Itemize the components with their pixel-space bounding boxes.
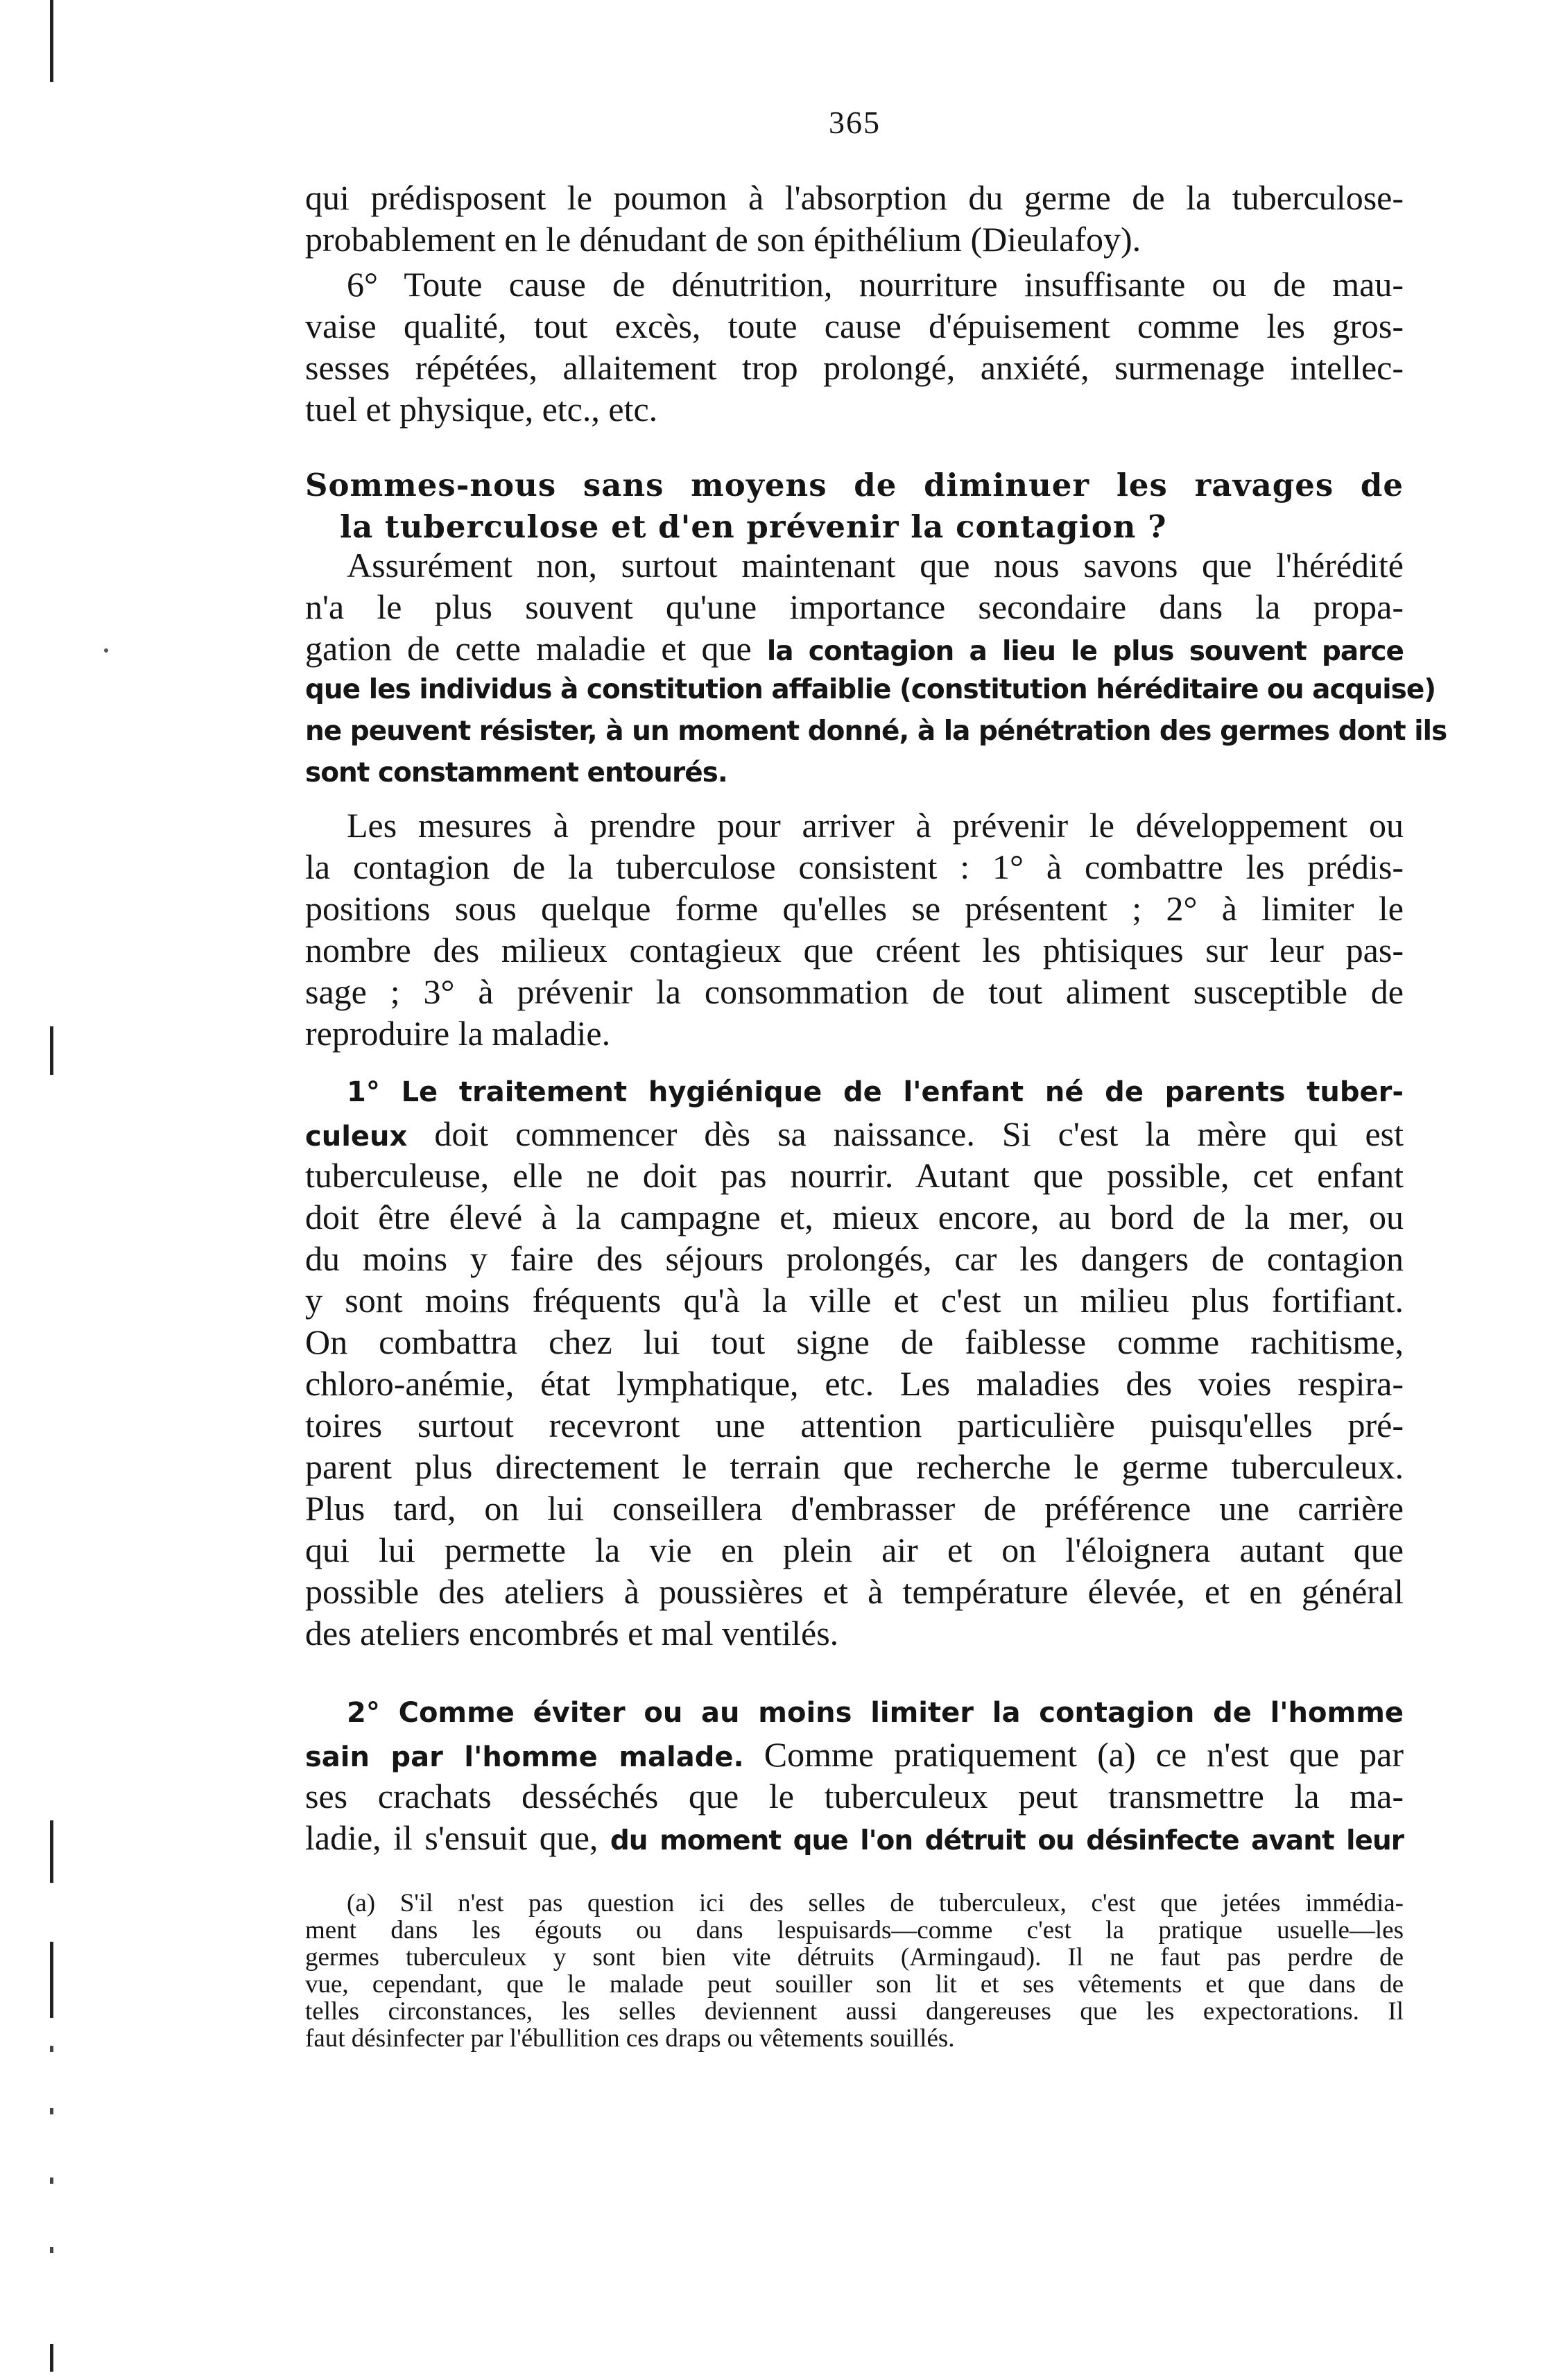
text-line: 6° Toute cause de dénutrition, nourriture insuffisante ou de mau- — [347, 265, 1404, 304]
section-2-paragraph — [305, 1692, 1404, 1859]
text-line: qui prédisposent le poumon à l'absorption du germe de la tuberculose- — [305, 178, 1404, 217]
cause-6-paragraph — [305, 264, 1404, 430]
footnote-line: vue, cependant, que le malade peut souiller son lit et ses vêtements et que dans de — [305, 1970, 1404, 1999]
text-line: Les mesures à prendre pour arriver à prévenir le développement ou — [347, 806, 1404, 845]
answer-paragraph — [305, 544, 1447, 794]
emphasis-run: du moment que l'on détruit ou désinfecte avant leur — [610, 1825, 1404, 1856]
emphasis-run: la contagion a lieu le plus souvent parce — [766, 636, 1404, 667]
heading-line: la tuberculose et d'en prévenir la contagion ? — [340, 508, 1167, 545]
footnote-line: telles circonstances, les selles deviennent aussi dangereuses que les expectorations. Il — [305, 1997, 1404, 2026]
text-line: tuberculeuse, elle ne doit pas nourrir. Autant que possible, cet enfant — [305, 1156, 1404, 1195]
footnote-line: germes tuberculeux y sont bien vite détruits (Armingaud). Il ne faut pas perdre de — [305, 1943, 1404, 1972]
measures-paragraph — [305, 804, 1404, 1054]
text-run: doit commencer dès sa naissance. Si c'est la mère qui est — [407, 1114, 1404, 1153]
text-line — [305, 1734, 1404, 1775]
binding-edge-mark — [50, 1942, 53, 2018]
text-line: Assurément non, surtout maintenant que nous savons que l'hérédité — [347, 546, 1404, 585]
text-line: sage ; 3° à prévenir la consommation de tout aliment susceptible de — [305, 972, 1404, 1011]
text-line: qui lui permette la vie en plein air et on l'éloignera autant que — [305, 1530, 1404, 1569]
scan-speck — [104, 648, 108, 653]
text-line — [305, 628, 1404, 669]
emphasis-line: que les individus à constitution affaiblie (constitution héréditaire ou acquise) — [305, 674, 1436, 705]
binding-edge-mark — [50, 1820, 53, 1883]
text-run: gation de cette maladie et que — [305, 629, 767, 668]
section-lead-run: sain par l'homme malade. — [305, 1741, 744, 1773]
text-line: sesses répétées, allaitement trop prolongé, anxiété, surmenage intellec- — [305, 348, 1404, 387]
text-line: Plus tard, on lui conseillera d'embrasser de préférence une carrière — [305, 1489, 1404, 1528]
binding-edge-mark — [50, 2108, 53, 2114]
binding-edge-mark — [50, 0, 53, 82]
text-line: probablement en le dénudant de son épithélium (Dieulafoy). — [305, 220, 1141, 259]
footnote — [305, 1890, 1404, 2052]
text-line: des ateliers encombrés et mal ventilés. — [305, 1614, 839, 1653]
binding-edge-mark — [50, 2247, 53, 2253]
footnote-line: faut désinfecter par l'ébullition ces draps ou vêtements souillés. — [305, 2024, 955, 2053]
section-lead: 2° Comme éviter ou au moins limiter la contagion de l'homme — [347, 1697, 1404, 1729]
section-lead-run: culeux — [305, 1121, 408, 1153]
text-line: positions sous quelque forme qu'elles se présentent ; 2° à limiter le — [305, 889, 1404, 928]
text-run: ladie, il s'ensuit que, — [305, 1818, 610, 1857]
text-line: n'a le plus souvent qu'une importance secondaire dans la propa- — [305, 587, 1404, 626]
text-run: Comme pratiquement (a) ce n'est que par — [743, 1735, 1404, 1774]
heading-line: Sommes-nous sans moyens de diminuer les ravages de — [305, 467, 1404, 503]
text-line: doit être élevé à la campagne et, mieux encore, au bord de la mer, ou — [305, 1198, 1404, 1236]
footnote-line: (a) S'il n'est pas question ici des selles de tuberculeux, c'est que jetées immédia- — [347, 1889, 1404, 1917]
text-line: toires surtout recevront une attention particulière puisqu'elles pré- — [305, 1406, 1404, 1445]
text-line: parent plus directement le terrain que recherche le germe tuberculeux. — [305, 1447, 1404, 1486]
text-line: du moins y faire des séjours prolongés, car les dangers de contagion — [305, 1239, 1404, 1278]
text-line: y sont moins fréquents qu'à la ville et c'est un milieu plus fortifiant. — [305, 1281, 1404, 1320]
text-line: vaise qualité, tout excès, toute cause d'épuisement comme les gros- — [305, 307, 1404, 345]
text-line: On combattra chez lui tout signe de faiblesse comme rachitisme, — [305, 1322, 1404, 1361]
section-lead: 1° Le traitement hygiénique de l'enfant né de parents tuber- — [347, 1076, 1404, 1108]
text-line — [305, 1817, 1404, 1859]
text-line: chloro-anémie, état lymphatique, etc. Les maladies des voies respira- — [305, 1364, 1404, 1403]
footnote-line: ment dans les égouts ou dans lespuisards—comme c'est la pratique usuelle—les — [305, 1916, 1404, 1944]
intro-paragraph — [305, 177, 1404, 260]
text-line — [305, 1113, 1404, 1155]
section-1-paragraph — [305, 1071, 1404, 1654]
text-line: tuel et physique, etc., etc. — [305, 390, 658, 429]
binding-edge-mark — [50, 2046, 53, 2052]
binding-edge-mark — [50, 2178, 53, 2184]
binding-edge-mark — [50, 2344, 53, 2372]
page-number: 365 — [829, 105, 881, 140]
emphasis-line: ne peuvent résister, à un moment donné, à la pénétration des germes dont ils — [305, 716, 1447, 747]
emphasis-line: sont constamment entourés. — [305, 757, 727, 788]
section-heading — [305, 465, 1404, 548]
text-line: ses crachats desséchés que le tuberculeux peut transmettre la ma- — [305, 1777, 1404, 1816]
text-line: reproduire la maladie. — [305, 1014, 611, 1053]
text-line: la contagion de la tuberculose consistent : 1° à combattre les prédis- — [305, 847, 1404, 886]
text-line: possible des ateliers à poussières et à température élevée, et en général — [305, 1572, 1404, 1611]
text-line: nombre des milieux contagieux que créent les phtisiques sur leur pas- — [305, 931, 1404, 969]
binding-edge-mark — [50, 1026, 53, 1075]
